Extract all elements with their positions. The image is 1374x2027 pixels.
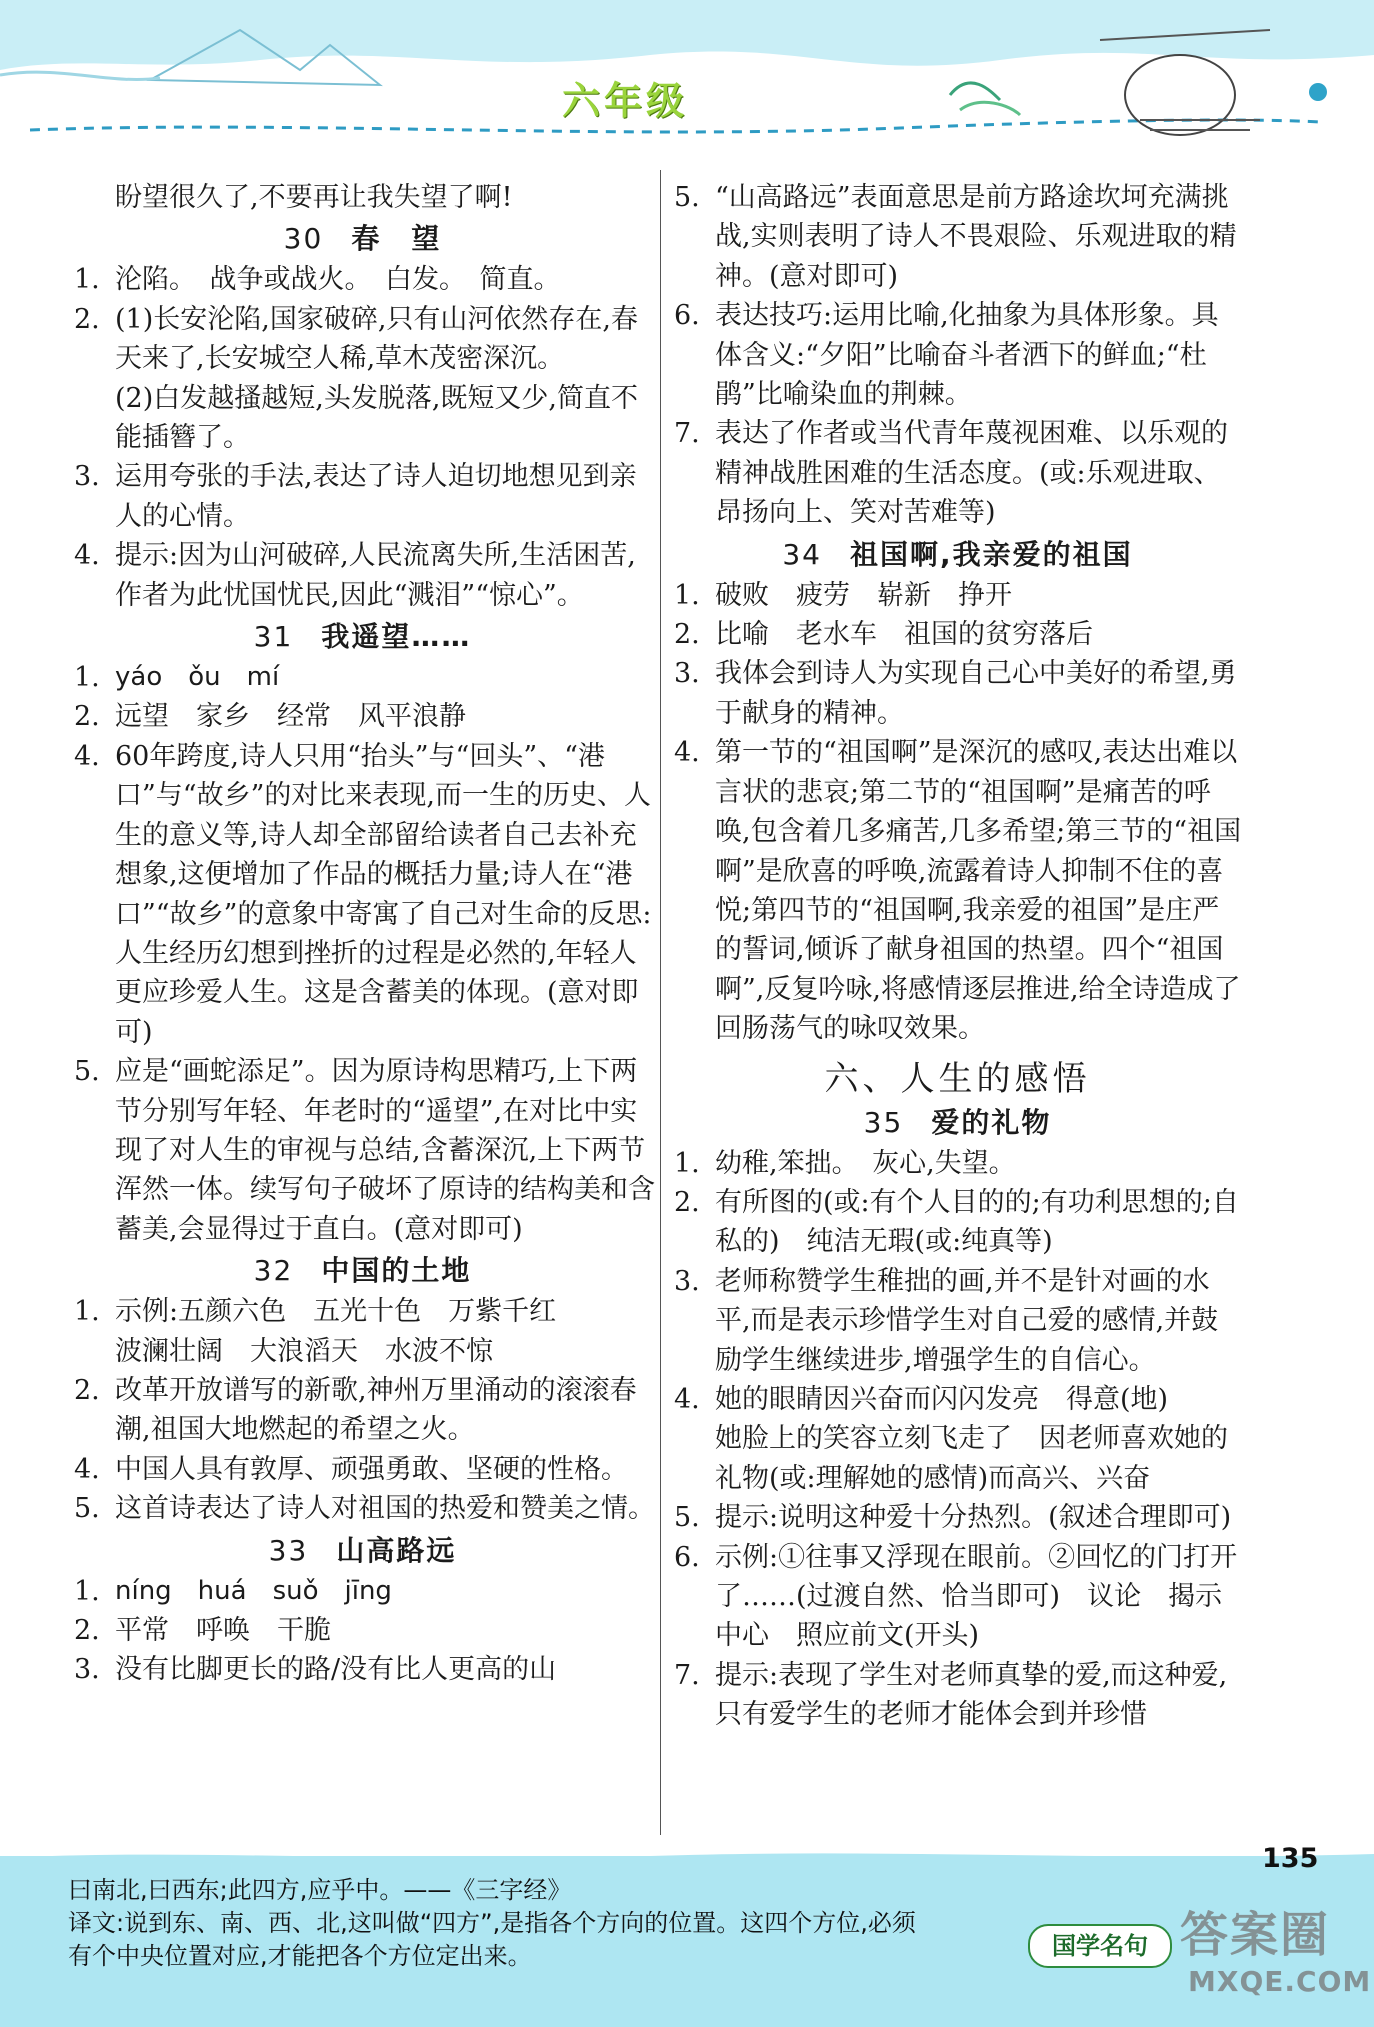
column-divider (660, 170, 661, 1835)
watermark-logo (1180, 1905, 1370, 2020)
section-33-heading: 33 山高路远 (268, 1533, 457, 1567)
list-item: 5. “山高路远”表面意思是前方路途坎坷充满挑战,实则表明了诗人不畏艰险、乐观进取的精神。(意对即可) (674, 182, 1237, 292)
list-item: 1. 幼稚,笨拙。 灰心,失望。 (674, 1147, 1016, 1179)
unit-heading: 六、人生的感悟 (824, 1058, 1091, 1099)
list-item: 3. 我体会到诗人为实现自己心中美好的希望,勇于献身的精神。 (674, 658, 1237, 729)
list-item: 7. 提示:表现了学生对老师真挚的爱,而这种爱,只有爱学生的老师才能体会到并珍惜 (674, 1659, 1228, 1731)
left-column (70, 178, 655, 1690)
header-banner (0, 0, 1374, 150)
intro-line: 盼望很久了,不要再让我失望了啊! (115, 182, 513, 213)
section-35-heading: 35 爱的礼物 (863, 1105, 1052, 1139)
grade-label: 六年级 (561, 79, 688, 123)
list-item: 2. 有所图的(或:有个人目的的;有功利思想的;自私的) 纯洁无瑕(或:纯真等) (674, 1186, 1239, 1258)
section-31-heading: 31 我遥望…… (253, 620, 472, 654)
list-item-continued: (2)白发越搔越短,头发脱落,既短又少,简直不能插簪了。 (115, 382, 638, 454)
list-item-continued: 波澜壮阔 大浪滔天 水波不惊 (115, 1335, 493, 1367)
classic-quote (68, 1874, 1018, 1973)
list-item: 4. 她的眼睛因兴奋而闪闪发亮 得意(地) (674, 1383, 1169, 1415)
right-column (670, 178, 1245, 1735)
section-34-heading: 34 祖国啊,我亲爱的祖国 (782, 537, 1133, 571)
list-item: 1. 破败 疲劳 崭新 挣开 (674, 579, 1012, 611)
list-item: 1. níng huá suǒ jīng (74, 1575, 392, 1607)
list-item: 4. 中国人具有敦厚、顽强勇敢、坚硬的性格。 (74, 1453, 628, 1485)
quote-box-label: 国学名句 (1028, 1924, 1172, 1968)
list-item: 4. 60年跨度,诗人只用“抬头”与“回头”、“港口”与“故乡”的对比来表现,而一生的历史、人生的意义等,诗人却全部留给读者自己去补充想象,这便增加了作品的概括力量;诗人在“港口”“故乡”的意象中寄寓了自己对生命的反思:人生经历幻想到挫折的过程是必然的,年轻人更应珍爱人生。这是含蓄美的体现。(意对即可) (74, 740, 652, 1048)
quote-line-3: 有个中央位置对应,才能把各个方位定出来。 (68, 1942, 532, 1970)
watermark-url: MXQE.COM (1188, 1965, 1372, 1998)
section-30-heading: 30 春 望 (283, 222, 442, 256)
list-item: 3. 运用夸张的手法,表达了诗人迫切地想见到亲人的心情。 (74, 461, 637, 532)
list-item-continued: 她脸上的笑容立刻飞走了 因老师喜欢她的礼物(或:理解她的感情)而高兴、兴奋 (715, 1423, 1228, 1494)
list-item: 4. 第一节的“祖国啊”是深沉的感叹,表达出难以言状的悲哀;第二节的“祖国啊”是痛苦的呼唤,包含着几多痛苦,几多希望;第三节的“祖国啊”是欣喜的呼唤,流露着诗人抑制不住的喜悦;第四节的“祖国啊,我亲爱的祖国”是庄严的誓词,倾诉了献身祖国的热望。四个“祖国啊”,反复吟咏,将感情逐层推进,给全诗造成了回肠荡气的咏叹效果。 (674, 737, 1242, 1045)
watermark-text: 答案圈 (1180, 1907, 1331, 1963)
list-item: 2. 比喻 老水车 祖国的贫穷落后 (674, 619, 1093, 651)
list-item: 2. 平常 呼唤 干脆 (74, 1615, 331, 1646)
list-item: 6. 示例:①往事又浮现在眼前。②回忆的门打开了……(过渡自然、恰当即可) 议论 揭示中心 照应前文(开头) (674, 1541, 1238, 1652)
list-item: 2. 远望 家乡 经常 风平浪静 (74, 701, 466, 733)
list-item: 2. (1)长安沦陷,国家破碎,只有山河依然存在,春天来了,长安城空人稀,草木茂密深沉。 (74, 303, 638, 375)
list-item: 1. yáo ǒu mí (74, 662, 280, 694)
list-item: 2. 改革开放谱写的新歌,神州万里涌动的滚滚春潮,祖国大地燃起的希望之火。 (74, 1374, 637, 1446)
quote-line-2: 译文:说到东、南、西、北,这叫做“四方”,是指各个方向的位置。这四个方位,必须 (68, 1909, 916, 1937)
list-item: 3. 没有比脚更长的路/没有比人更高的山 (74, 1654, 557, 1686)
list-item: 3. 老师称赞学生稚拙的画,并不是针对画的水平,而是表示珍惜学生对自己爱的感情,并鼓励学生继续进步,增强学生的自信心。 (674, 1265, 1219, 1376)
list-item: 4. 提示:因为山河破碎,人民流离失所,生活困苦,作者为此忧国忧民,因此“溅泪”“惊心”。 (74, 540, 636, 611)
list-item: 5. 这首诗表达了诗人对祖国的热爱和赞美之情。 (74, 1493, 655, 1525)
quote-line-1: 曰南北,曰西东;此四方,应乎中。——《三字经》 (68, 1876, 572, 1904)
list-item: 1. 示例:五颜六色 五光十色 万紫千红 (74, 1296, 557, 1328)
list-item: 6. 表达技巧:运用比喻,化抽象为具体形象。具体含义:“夕阳”比喻奋斗者洒下的鲜血;“杜鹃”比喻染血的荆棘。 (674, 300, 1219, 411)
list-item: 5. 提示:说明这种爱十分热烈。(叙述合理即可) (674, 1502, 1232, 1534)
list-item: 1. 沦陷。 战争或战火。 白发。 简直。 (74, 264, 561, 296)
page-number: 135 (1262, 1843, 1319, 1874)
section-32-heading: 32 中国的土地 (253, 1254, 472, 1288)
list-item: 5. 应是“画蛇添足”。因为原诗构思精巧,上下两节分别写年轻、年老时的“遥望”,在对比中实现了对人生的审视与总结,含蓄深沉,上下两节浑然一体。续写句子破坏了原诗的结构美和含蓄美,会显得过于直白。(意对即可) (74, 1056, 655, 1245)
list-item: 7. 表达了作者或当代青年蔑视困难、以乐观的精神战胜困难的生活态度。(或:乐观进取、昂扬向上、笑对苦难等) (674, 418, 1228, 529)
